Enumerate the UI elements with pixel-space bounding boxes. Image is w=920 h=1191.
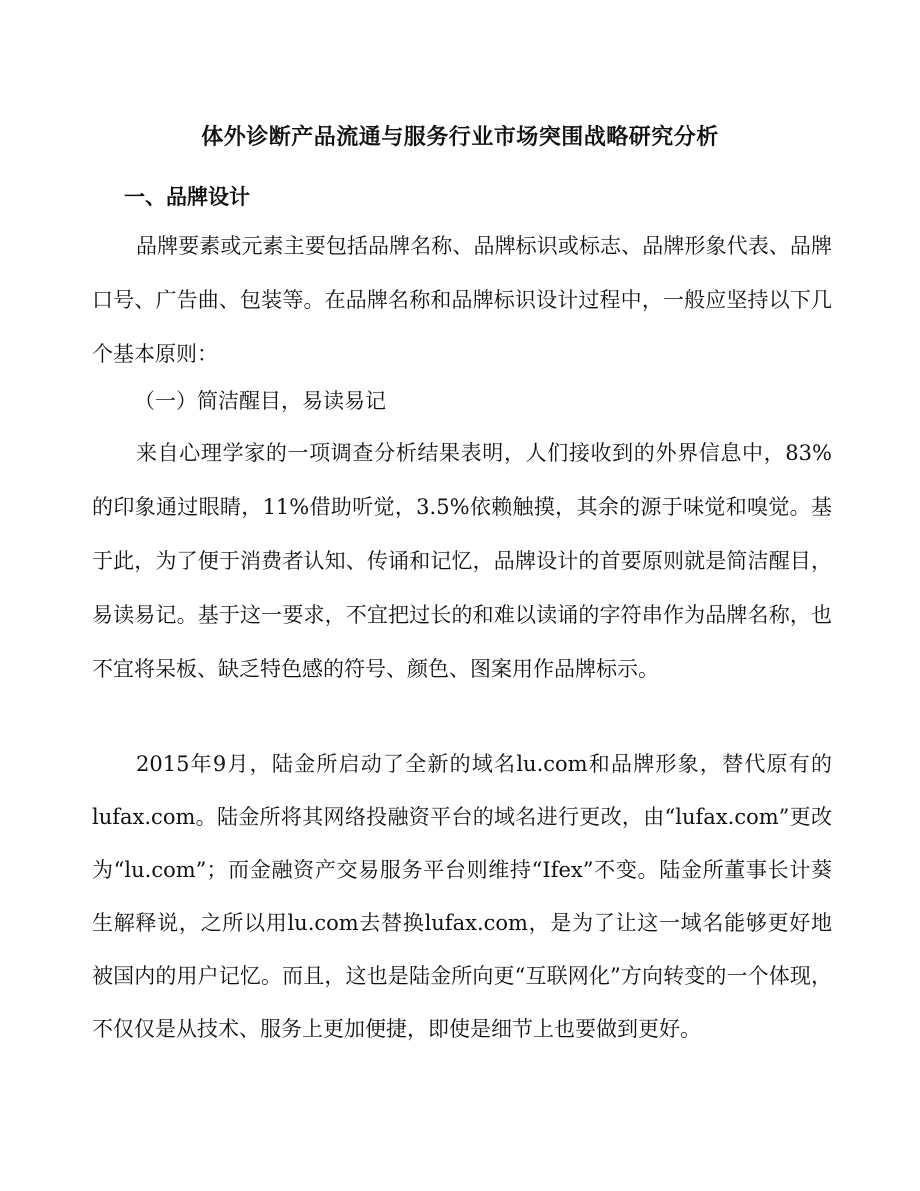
paragraph-lufax-example: 2015年9月，陆金所启动了全新的域名lu.com和品牌形象，替代原有的lufax.com。陆金所将其网络投融资平台的域名进行更改，由“lufax.com”更改为“lu.com”；而金融资产交易服务平台则维持“Ifex”不变。陆金所董事长计葵生解释说，之所以用lu.com去替换lufax.com，是为了让这一域名能够更好地被国内的用户记忆。而且，这也是陆金所向更“互联网化”方向转变的一个体现，不仅仅是从技术、服务上更加便捷，即使是细节上也要做到更好。 [92,752,832,1041]
sub-heading-principle-1: （一）简洁醒目，易读易记 [134,389,386,413]
paragraph-brand-elements: 品牌要素或元素主要包括品牌名称、品牌标识或标志、品牌形象代表、品牌口号、广告曲、包装等。在品牌名称和品牌标识设计过程中，一般应坚持以下几个基本原则： [92,234,832,366]
section-heading: 一、品牌设计 [124,185,250,209]
paragraph-psychology-survey: 来自心理学家的一项调查分析结果表明，人们接收到的外界信息中，83%的印象通过眼睛，11%借助听觉，3.5%依赖触摸，其余的源于味觉和嗅觉。基于此，为了便于消费者认知、传诵和记忆，品牌设计的首要原则就是简洁醒目，易读易记。基于这一要求，不宜把过长的和难以读诵的字符串作为品牌名称，也不宜将呆板、缺乏特色感的符号、颜色、图案用作品牌标示。 [92,441,832,681]
document-title: 体外诊断产品流通与服务行业市场突围战略研究分析 [201,125,719,150]
